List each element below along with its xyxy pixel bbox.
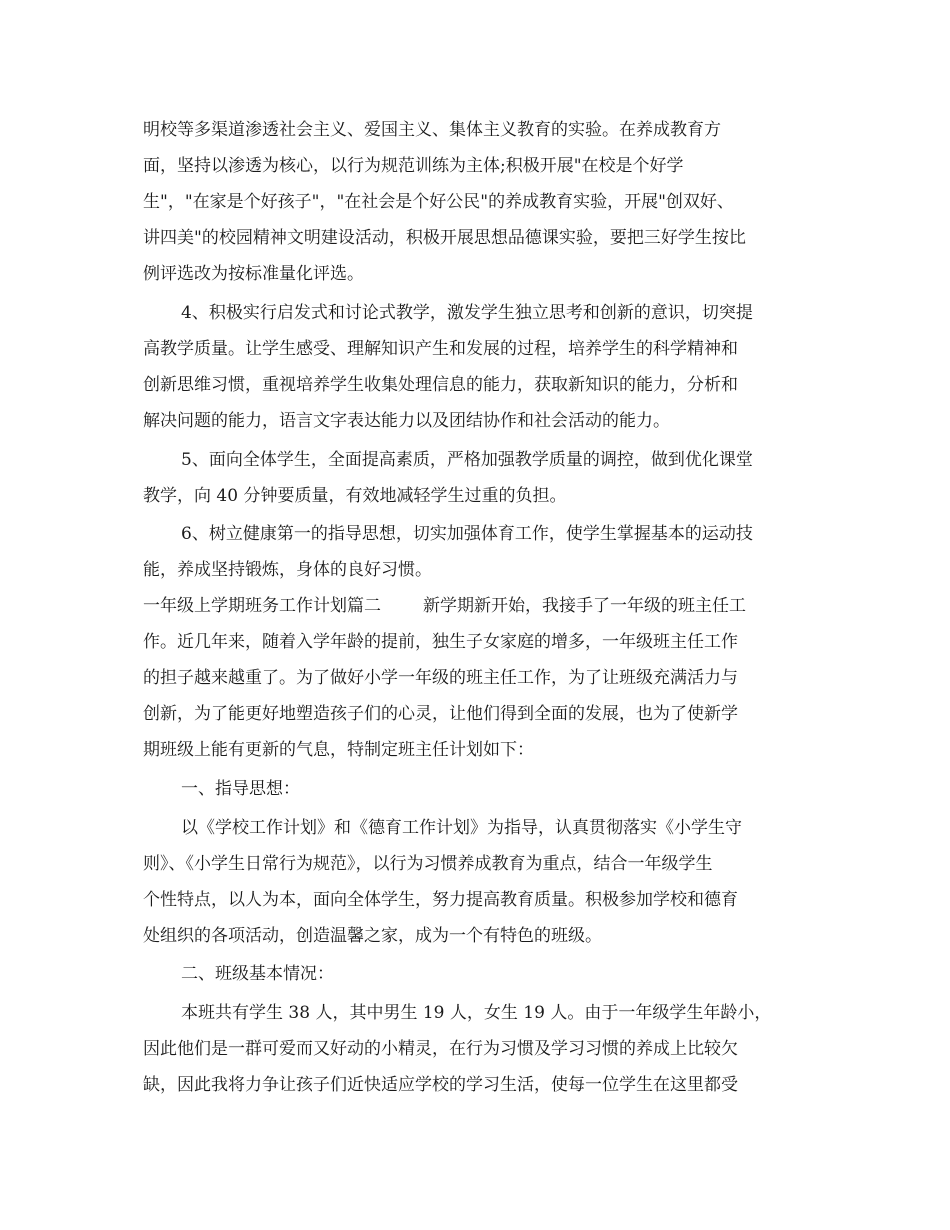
paragraph-line: 缺，因此我将力争让孩子们近快适应学校的学习生活，使每一位学生在这里都受 [143, 1075, 738, 1095]
paragraph-line: 解决问题的能力，语言文字表达能力以及团结协作和社会活动的能力。 [143, 411, 670, 431]
paragraph-line: 则》、《小学生日常行为规范》，以行为习惯养成教育为重点，结合一年级学生 [143, 854, 713, 874]
section-heading: 一、指导思想： [181, 779, 300, 799]
section-title: 一年级上学期班务工作计划篇二 [143, 596, 381, 616]
paragraph-line: 6、树立健康第一的指导思想，切实加强体育工作，使学生掌握基本的运动技 [181, 524, 753, 544]
section-title-line [143, 595, 746, 617]
paragraph-line: 本班共有学生 38 人，其中男生 19 人，女生 19 人。由于一年级学生年龄小， [181, 1003, 772, 1023]
section-heading: 二、班级基本情况： [181, 964, 334, 984]
paragraph-line: 生"，"在家是个好孩子"，"在社会是个好公民"的养成教育实验，开展"创双好、 [143, 192, 734, 212]
paragraph-line: 的担子越来越重了。为了做好小学一年级的班主任工作，为了让班级充满活力与 [143, 668, 738, 688]
paragraph-line: 4、积极实行启发式和讨论式教学，激发学生独立思考和创新的意识，切突提 [181, 303, 753, 323]
paragraph-line: 期班级上能有更新的气息，特制定班主任计划如下： [143, 740, 534, 760]
paragraph-line: 处组织的各项活动，创造温馨之家，成为一个有特色的班级。 [143, 926, 602, 946]
paragraph-line: 教学，向 40 分钟要质量，有效地减轻学生过重的负担。 [143, 486, 567, 506]
paragraph-line: 作。近几年来，随着入学年龄的提前，独生子女家庭的增多，一年级班主任工作 [143, 632, 738, 652]
paragraph-line: 创新，为了能更好地塑造孩子们的心灵，让他们得到全面的发展，也为了使新学 [143, 704, 738, 724]
paragraph-line: 明校等多渠道渗透社会主义、爱国主义、集体主义教育的实验。在养成教育方 [143, 120, 721, 140]
paragraph-line: 创新思维习惯，重视培养学生收集处理信息的能力，获取新知识的能力，分析和 [143, 375, 738, 395]
paragraph-line: 能，养成坚持锻炼，身体的良好习惯。 [143, 560, 432, 580]
paragraph-line: 5、面向全体学生，全面提高素质，严格加强教学质量的调控，做到优化课堂 [181, 450, 753, 470]
paragraph-line: 面，坚持以渗透为核心，以行为规范训练为主体;积极开展"在校是个好学 [143, 156, 684, 176]
paragraph-line: 个性特点，以人为本，面向全体学生，努力提高教育质量。积极参加学校和德育 [143, 890, 738, 910]
paragraph-line: 讲四美"的校园精神文明建设活动，积极开展思想品德课实验，要把三好学生按比 [143, 228, 746, 248]
paragraph-line: 高教学质量。让学生感受、理解知识产生和发展的过程，培养学生的科学精神和 [143, 339, 738, 359]
paragraph-line: 以《学校工作计划》和《德育工作计划》为指导，认真贯彻落实《小学生守 [181, 818, 742, 838]
paragraph-text: 新学期新开始，我接手了一年级的班主任工 [423, 596, 746, 616]
paragraph-line: 例评选改为按标准量化评选。 [143, 264, 364, 284]
paragraph-line: 因此他们是一群可爱而又好动的小精灵，在行为习惯及学习习惯的养成上比较欠 [143, 1039, 738, 1059]
